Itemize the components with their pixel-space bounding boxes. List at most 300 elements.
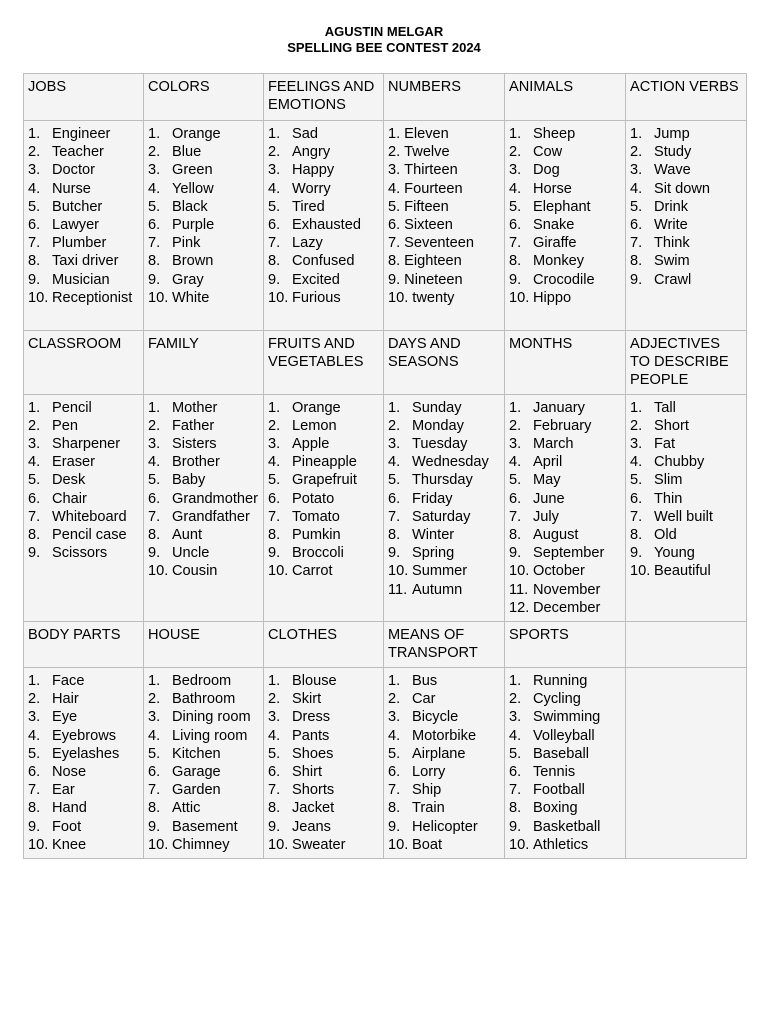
word-number: 9. — [630, 545, 643, 562]
word-item — [630, 161, 742, 179]
word-number: 11. — [388, 581, 408, 598]
word-text: Eighteen — [404, 253, 462, 270]
word-number: 6. — [268, 217, 281, 234]
word-item — [268, 271, 379, 289]
word-text: Doctor — [52, 162, 95, 179]
word-number: 9. — [509, 271, 522, 288]
word-number: 4. — [630, 454, 643, 471]
word-number: 7. — [268, 782, 281, 799]
word-number: 9. — [388, 271, 401, 288]
word-text: February — [533, 417, 592, 434]
word-text: Orange — [172, 126, 221, 142]
word-text: Tuesday — [412, 436, 468, 453]
word-number: 6. — [388, 217, 401, 234]
word-text: Happy — [292, 162, 335, 179]
word-number: 2. — [148, 417, 161, 434]
word-text: Ship — [412, 782, 442, 799]
word-item — [388, 690, 500, 708]
category-items-cell — [144, 394, 264, 621]
word-item — [148, 417, 259, 435]
word-item — [28, 763, 139, 781]
word-item — [388, 271, 500, 289]
word-number: 8. — [268, 800, 281, 817]
word-item — [28, 143, 139, 161]
word-text: Tired — [292, 198, 325, 215]
word-text: Plumber — [52, 235, 107, 252]
word-number: 8. — [148, 800, 161, 817]
word-text: Monday — [412, 417, 464, 434]
word-item — [148, 234, 259, 252]
word-item — [28, 781, 139, 799]
word-list — [28, 672, 139, 854]
word-item — [388, 490, 500, 508]
word-text: Spring — [412, 545, 455, 562]
category-header: JOBS — [24, 74, 144, 121]
word-text: Chair — [52, 490, 87, 507]
word-text: Blouse — [292, 673, 337, 690]
word-text: Short — [654, 417, 689, 434]
word-number: 4. — [388, 727, 401, 744]
word-number: 7. — [148, 508, 161, 525]
category-header: BODY PARTS — [24, 622, 144, 668]
word-item — [268, 763, 379, 781]
word-item — [268, 672, 379, 690]
word-number: 6. — [28, 490, 41, 507]
word-text: Dress — [292, 709, 331, 726]
word-number: 5. — [28, 745, 41, 762]
word-text: Eye — [52, 709, 78, 726]
word-text: Shorts — [292, 782, 335, 799]
word-number: 1. — [509, 126, 522, 142]
word-text: Desk — [52, 472, 86, 489]
word-number: 8. — [509, 253, 522, 270]
word-number: 10. — [268, 836, 289, 853]
word-number: 6. — [509, 490, 522, 507]
word-text: September — [533, 545, 605, 562]
word-number: 8. — [509, 800, 522, 817]
word-number: 9. — [28, 545, 41, 562]
word-item — [148, 727, 259, 745]
word-item — [28, 508, 139, 526]
word-text: Broccoli — [292, 545, 344, 562]
word-number: 5. — [388, 198, 401, 215]
word-item — [148, 289, 259, 307]
word-number: 7. — [509, 782, 522, 799]
word-item — [509, 763, 621, 781]
word-item — [148, 508, 259, 526]
word-number: 2. — [388, 417, 401, 434]
category-items-cell — [384, 668, 505, 859]
word-number: 8. — [28, 527, 41, 544]
word-number: 1. — [509, 399, 522, 416]
word-text: Eyebrows — [52, 727, 117, 744]
word-number: 6. — [28, 764, 41, 781]
word-text: August — [533, 527, 579, 544]
word-text: Carrot — [292, 563, 333, 580]
word-text: Garage — [172, 764, 221, 781]
word-number: 5. — [28, 198, 41, 215]
word-text: Baseball — [533, 745, 589, 762]
word-text: Basketball — [533, 818, 601, 835]
word-item — [509, 818, 621, 836]
word-list — [268, 125, 379, 307]
word-number: 9. — [148, 271, 161, 288]
word-text: Yellow — [172, 180, 214, 197]
word-number: 9. — [630, 271, 643, 288]
word-text: Scissors — [52, 545, 108, 562]
word-number: 5. — [630, 198, 643, 215]
word-list — [509, 672, 621, 854]
word-text: Pink — [172, 235, 201, 252]
word-text: Sad — [292, 126, 318, 142]
category-header: DAYS AND SEASONS — [384, 331, 505, 395]
word-text: Giraffe — [533, 235, 577, 252]
word-number: 8. — [630, 527, 643, 544]
word-text: Sit down — [654, 180, 710, 197]
word-number: 10. — [28, 289, 49, 306]
word-number: 4. — [148, 180, 161, 197]
word-number: 9. — [388, 818, 401, 835]
word-text: Lawyer — [52, 217, 100, 234]
word-text: Basement — [172, 818, 238, 835]
word-text: Car — [412, 691, 436, 708]
word-item — [268, 799, 379, 817]
word-text: Nurse — [52, 180, 91, 197]
word-number: 10. — [28, 836, 49, 853]
word-item — [268, 417, 379, 435]
category-header: ACTION VERBS — [626, 74, 747, 121]
word-item — [630, 526, 742, 544]
word-text: Snake — [533, 217, 575, 234]
word-text: Pencil — [52, 399, 92, 416]
word-number: 8. — [268, 527, 281, 544]
word-number: 7. — [28, 235, 41, 252]
word-number: 7. — [388, 235, 401, 252]
word-number: 9. — [509, 818, 522, 835]
word-number: 10. — [148, 289, 169, 306]
word-text: Kitchen — [172, 745, 221, 762]
category-items-cell — [626, 668, 747, 859]
word-item — [388, 727, 500, 745]
word-number: 2. — [630, 144, 643, 161]
word-item — [388, 581, 500, 599]
word-text: Aunt — [172, 527, 203, 544]
word-item — [509, 399, 621, 417]
word-item — [268, 399, 379, 417]
word-number: 2. — [268, 144, 281, 161]
word-text: Cousin — [172, 563, 218, 580]
word-number: 3. — [509, 709, 522, 726]
word-text: Knee — [52, 836, 87, 853]
word-text: Blue — [172, 144, 202, 161]
word-text: Pumkin — [292, 527, 341, 544]
word-item — [388, 526, 500, 544]
word-text: Pencil case — [52, 527, 127, 544]
word-item — [268, 435, 379, 453]
category-items-row — [24, 394, 747, 621]
word-number: 1. — [28, 399, 41, 416]
word-item — [28, 216, 139, 234]
word-text: Whiteboard — [52, 508, 127, 525]
word-list — [388, 399, 500, 599]
word-item — [268, 289, 379, 307]
word-text: Summer — [412, 563, 468, 580]
word-text: Autumn — [412, 581, 463, 598]
word-number: 6. — [28, 217, 41, 234]
word-item — [509, 234, 621, 252]
word-number: 4. — [509, 454, 522, 471]
word-item — [630, 252, 742, 270]
category-items-cell — [384, 394, 505, 621]
word-item — [388, 161, 500, 179]
word-text: Jacket — [292, 800, 335, 817]
word-number: 4. — [28, 180, 41, 197]
word-number: 3. — [388, 709, 401, 726]
word-number: 7. — [28, 782, 41, 799]
category-items-cell — [384, 121, 505, 331]
word-number: 4. — [388, 454, 401, 471]
word-item — [28, 836, 139, 854]
word-text: Grandmother — [172, 490, 258, 507]
word-number: 10. — [268, 563, 289, 580]
word-number: 9. — [148, 545, 161, 562]
word-number: 3. — [630, 162, 643, 179]
word-text: Dining room — [172, 709, 251, 726]
word-list — [28, 399, 139, 563]
word-text: Lazy — [292, 235, 323, 252]
word-item — [268, 198, 379, 216]
word-number: 9. — [268, 818, 281, 835]
word-item — [630, 234, 742, 252]
word-item — [388, 836, 500, 854]
word-number: 7. — [630, 508, 643, 525]
word-item — [630, 471, 742, 489]
word-number: 9. — [28, 271, 41, 288]
word-number: 3. — [28, 436, 41, 453]
category-header: MEANS OF TRANSPORT — [384, 622, 505, 668]
category-items-cell — [144, 668, 264, 859]
word-item — [388, 198, 500, 216]
word-item — [268, 216, 379, 234]
word-number: 10. — [630, 563, 651, 580]
word-item — [388, 745, 500, 763]
word-number: 5. — [148, 472, 161, 489]
word-item — [268, 143, 379, 161]
word-text: Chimney — [172, 836, 230, 853]
word-item — [630, 453, 742, 471]
word-text: Brother — [172, 454, 220, 471]
word-text: Green — [172, 162, 213, 179]
word-item — [630, 216, 742, 234]
word-text: Cow — [533, 144, 563, 161]
word-number: 2. — [509, 691, 522, 708]
word-number: 1. — [509, 673, 522, 690]
word-item — [148, 271, 259, 289]
word-item — [388, 562, 500, 580]
word-number: 10. — [388, 289, 409, 306]
word-number: 6. — [509, 764, 522, 781]
word-item — [509, 453, 621, 471]
category-header: NUMBERS — [384, 74, 505, 121]
word-number: 7. — [388, 508, 401, 525]
word-number: 6. — [148, 764, 161, 781]
word-item — [509, 198, 621, 216]
word-item — [148, 198, 259, 216]
word-item — [268, 745, 379, 763]
word-text: Friday — [412, 490, 453, 507]
word-text: Tall — [654, 399, 676, 416]
word-item — [509, 143, 621, 161]
word-item — [509, 471, 621, 489]
word-list — [630, 399, 742, 581]
word-list — [28, 125, 139, 307]
word-item — [268, 818, 379, 836]
word-text: Garden — [172, 782, 221, 799]
word-item — [509, 252, 621, 270]
word-text: Winter — [412, 527, 455, 544]
word-item — [28, 271, 139, 289]
word-number: 1. — [630, 126, 643, 142]
word-number: 7. — [268, 508, 281, 525]
word-text: Face — [52, 673, 85, 690]
word-text: Fat — [654, 436, 676, 453]
word-number: 10. — [388, 836, 409, 853]
word-item — [509, 727, 621, 745]
word-text: Potato — [292, 490, 335, 507]
word-item — [28, 125, 139, 143]
word-text: Football — [533, 782, 585, 799]
category-header: HOUSE — [144, 622, 264, 668]
word-number: 6. — [630, 490, 643, 507]
word-number: 1. — [148, 399, 161, 416]
category-items-cell — [626, 121, 747, 331]
contest-name: SPELLING BEE CONTEST 2024 — [287, 40, 481, 55]
word-text: Pen — [52, 417, 78, 434]
word-number: 3. — [509, 436, 522, 453]
word-text: Foot — [52, 818, 82, 835]
word-item — [148, 125, 259, 143]
word-item — [509, 599, 621, 617]
word-item — [388, 508, 500, 526]
word-text: Taxi driver — [52, 253, 119, 270]
word-item — [148, 453, 259, 471]
word-item — [509, 526, 621, 544]
word-number: 1. — [268, 126, 281, 142]
word-number: 3. — [268, 162, 281, 179]
word-number: 9. — [268, 271, 281, 288]
word-text: Study — [654, 144, 692, 161]
category-header — [626, 622, 747, 668]
word-number: 2. — [28, 417, 41, 434]
word-text: Purple — [172, 217, 215, 234]
word-item — [268, 125, 379, 143]
category-items-cell — [505, 668, 626, 859]
word-text: Beautiful — [654, 563, 711, 580]
word-text: Wednesday — [412, 454, 489, 471]
word-item — [28, 198, 139, 216]
word-item — [509, 781, 621, 799]
word-item — [148, 818, 259, 836]
word-text: July — [533, 508, 559, 525]
word-item — [509, 490, 621, 508]
category-header: MONTHS — [505, 331, 626, 395]
word-text: Sunday — [412, 399, 462, 416]
word-text: Receptionist — [52, 289, 133, 306]
word-number: 6. — [268, 490, 281, 507]
word-text: November — [533, 581, 601, 598]
word-text: May — [533, 472, 561, 489]
word-item — [28, 490, 139, 508]
word-item — [28, 289, 139, 307]
word-number: 8. — [28, 253, 41, 270]
word-number: 5. — [148, 198, 161, 215]
word-text: October — [533, 563, 585, 580]
word-item — [148, 490, 259, 508]
word-text: Apple — [292, 436, 330, 453]
word-number: 1. — [28, 126, 41, 142]
word-number: 4. — [28, 454, 41, 471]
category-header-row — [24, 331, 747, 395]
word-list — [630, 125, 742, 289]
word-text: Saturday — [412, 508, 471, 525]
word-number: 3. — [268, 436, 281, 453]
word-item — [268, 708, 379, 726]
word-number: 5. — [388, 745, 401, 762]
word-item — [268, 526, 379, 544]
word-number: 11. — [509, 581, 529, 598]
word-item — [388, 417, 500, 435]
word-item — [148, 745, 259, 763]
word-number: 2. — [148, 691, 161, 708]
word-text: Teacher — [52, 144, 104, 161]
word-item — [509, 289, 621, 307]
word-number: 6. — [148, 217, 161, 234]
word-number: 3. — [148, 162, 161, 179]
word-text: March — [533, 436, 574, 453]
word-number: 2. — [148, 144, 161, 161]
category-items-cell — [24, 121, 144, 331]
word-item — [148, 708, 259, 726]
category-header: COLORS — [144, 74, 264, 121]
word-number: 4. — [28, 727, 41, 744]
word-text: January — [533, 399, 585, 416]
word-text: Running — [533, 673, 588, 690]
word-number: 9. — [509, 545, 522, 562]
word-text: Sisters — [172, 436, 217, 453]
word-number: 8. — [388, 800, 401, 817]
word-item — [630, 417, 742, 435]
word-item — [148, 526, 259, 544]
word-item — [268, 234, 379, 252]
word-text: Lorry — [412, 764, 446, 781]
word-number: 10. — [509, 289, 530, 306]
category-items-cell — [264, 394, 384, 621]
word-number: 1. — [388, 673, 401, 690]
word-item — [148, 252, 259, 270]
word-item — [509, 125, 621, 143]
word-text: Fourteen — [404, 180, 463, 197]
word-item — [388, 818, 500, 836]
word-item — [28, 690, 139, 708]
word-text: Grandfather — [172, 508, 250, 525]
word-text: Excited — [292, 271, 340, 288]
word-number: 5. — [509, 198, 522, 215]
word-text: Horse — [533, 180, 572, 197]
word-item — [630, 435, 742, 453]
word-text: Father — [172, 417, 215, 434]
word-number: 3. — [509, 162, 522, 179]
word-item — [630, 271, 742, 289]
